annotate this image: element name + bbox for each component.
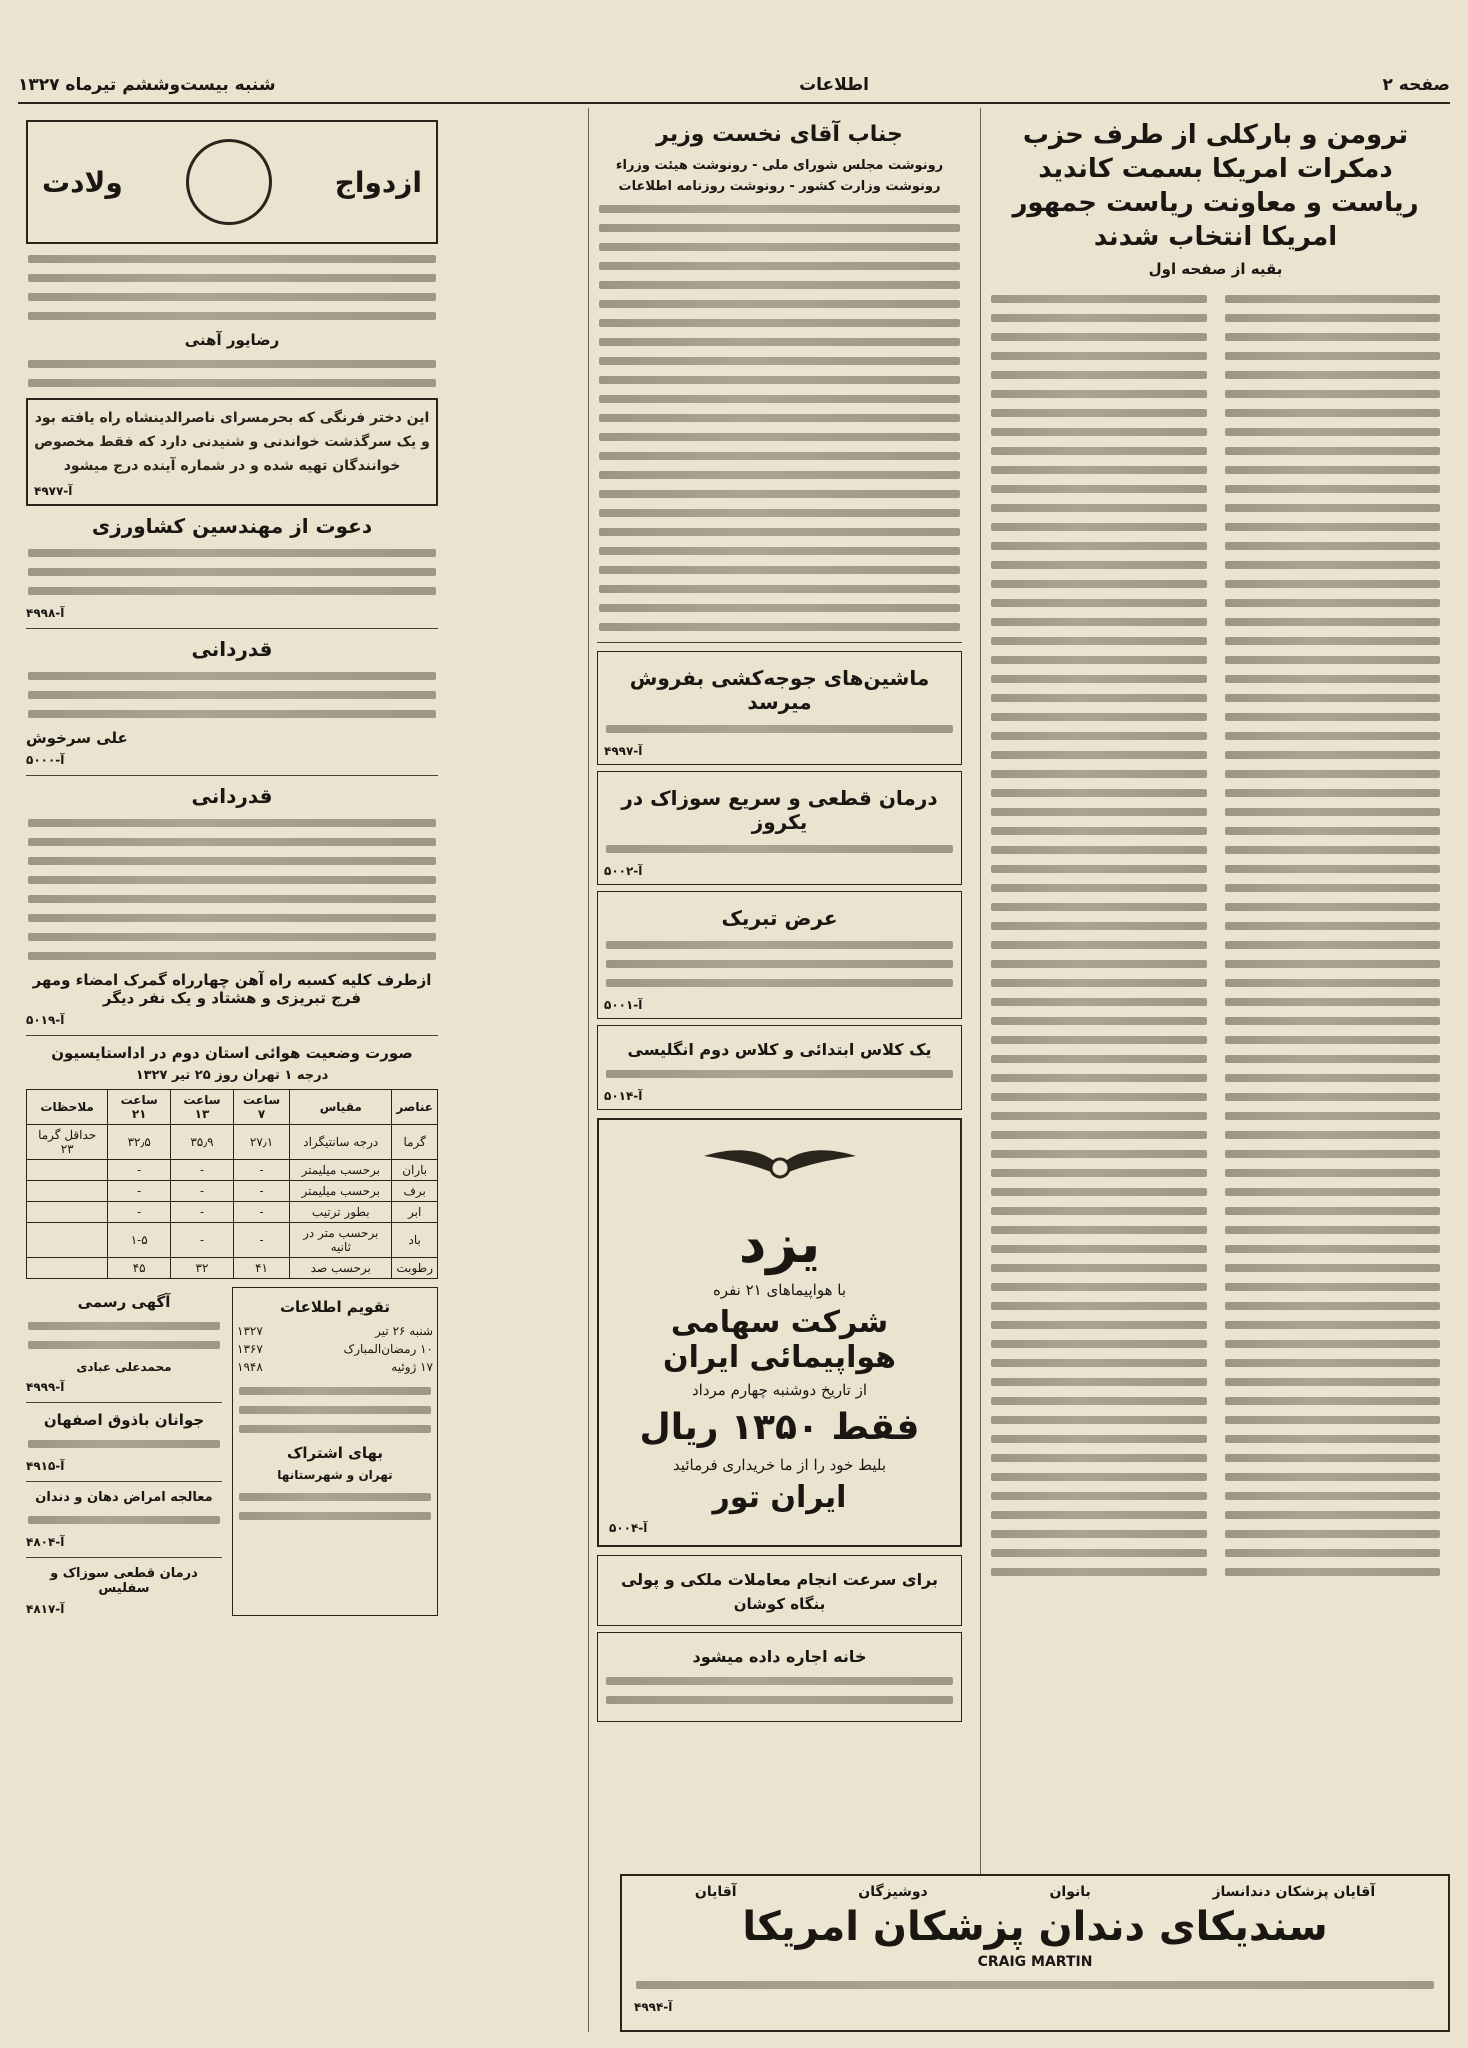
ad-congrats-title: عرض تبریک bbox=[721, 906, 838, 930]
weather-cell: ۳۲٫۵ bbox=[108, 1125, 171, 1160]
subscription-title: بهای اشتراک bbox=[287, 1444, 383, 1462]
weather-header-cell: عناصر bbox=[392, 1090, 438, 1125]
airline-purchase: بلیط خود را از ما خریداری فرمائید bbox=[672, 1456, 887, 1474]
weather-cell: رطوبت bbox=[392, 1258, 438, 1279]
thanks1-title: قدردانی bbox=[191, 637, 273, 661]
rank-left: آقایان bbox=[694, 1884, 737, 1900]
lead-article-column bbox=[980, 108, 1450, 2032]
weather-subtitle: درجه ۱ تهران روز ۲۵ تیر ۱۳۲۷ bbox=[135, 1068, 329, 1083]
ad-real-estate-agency: بنگاه کوشان bbox=[733, 1595, 826, 1613]
dental-code: آ-۴۹۹۴ bbox=[634, 2000, 673, 2014]
thanks2-signature: ازطرف کلیه کسبه راه آهن چهارراه گمرک امضاء ومهر فرج تبریزی و هشتاد و یک نفر دیگر bbox=[32, 971, 432, 1007]
lead-body-right bbox=[1223, 284, 1443, 1587]
wedding-birth-banner bbox=[26, 120, 438, 244]
ad-treatment bbox=[597, 771, 962, 885]
ad-classes-title: یک کلاس ابتدائی و کلاس دوم انگلیسی bbox=[627, 1040, 932, 1059]
weather-header-row bbox=[27, 1090, 438, 1125]
weather-table bbox=[26, 1089, 438, 1279]
list-item bbox=[237, 1322, 433, 1340]
weather-header-cell: ساعت ۱۳ bbox=[171, 1090, 234, 1125]
dental-care-code: آ-۴۸۰۴ bbox=[26, 1535, 65, 1549]
ad-real-estate-title: برای سرعت انجام معاملات ملکی و پولی bbox=[620, 1570, 939, 1589]
weather-cell bbox=[27, 1181, 108, 1202]
pm-letter-cc1: رونوشت مجلس شورای ملی - رونوشت هیئت وزراء bbox=[615, 158, 944, 173]
isfahan-ad-code: آ-۴۹۱۵ bbox=[26, 1459, 65, 1473]
weather-cell: ۲۷٫۱ bbox=[233, 1125, 289, 1160]
notice-title: رضایور آهنی bbox=[184, 331, 280, 349]
thanks1-signature: علی سرخوش bbox=[26, 729, 128, 747]
calendar-year: ۱۳۶۷ bbox=[237, 1342, 263, 1356]
weather-cell: بطور ترتیب bbox=[290, 1202, 392, 1223]
ad-congrats-code: آ-۵۰۰۱ bbox=[604, 998, 643, 1012]
ad-treatment-title: درمان قطعی و سریع سوزاک در یکروز bbox=[621, 786, 938, 834]
weather-cell: برحسب صد bbox=[290, 1258, 392, 1279]
weather-cell: باد bbox=[392, 1223, 438, 1258]
weather-cell: برحسب میلیمتر bbox=[290, 1181, 392, 1202]
table-row bbox=[27, 1258, 438, 1279]
calendar-box bbox=[232, 1287, 438, 1616]
middle-column bbox=[588, 108, 970, 2032]
masthead bbox=[18, 68, 1450, 104]
lead-body-left bbox=[989, 284, 1209, 1587]
weather-cell: - bbox=[108, 1202, 171, 1223]
paper-name: اطلاعات bbox=[799, 75, 869, 95]
table-row bbox=[27, 1125, 438, 1160]
rank-right: آقایان پزشکان دندانساز bbox=[1212, 1884, 1376, 1900]
weather-header-cell: ساعت ۲۱ bbox=[108, 1090, 171, 1125]
weather-cell: - bbox=[108, 1160, 171, 1181]
weather-cell bbox=[27, 1258, 108, 1279]
calendar-day: ۱۷ ژوئیه bbox=[391, 1360, 433, 1374]
weather-cell: باران bbox=[392, 1160, 438, 1181]
pm-letter-cc2: رونوشت وزارت کشور - رونوشت روزنامه اطلاعات bbox=[618, 179, 941, 194]
ad-house-rent bbox=[597, 1632, 962, 1722]
ad-treatment-code: آ-۵۰۰۲ bbox=[604, 864, 643, 878]
small-ads bbox=[26, 1287, 222, 1616]
weather-cell: ۴۱ bbox=[233, 1258, 289, 1279]
ad-invite-title: دعوت از مهندسین کشاورزی bbox=[91, 514, 373, 538]
wedding-label: ازدواج bbox=[334, 165, 422, 199]
weather-cell: - bbox=[171, 1160, 234, 1181]
rank-mid2: بانوان bbox=[1049, 1884, 1091, 1900]
serial-teaser-box bbox=[26, 398, 438, 506]
official-notice-title: آگهی رسمی bbox=[77, 1293, 171, 1311]
dentist-name: CRAIG MARTIN bbox=[977, 1954, 1093, 1970]
official-notice-sign: محمدعلی عبادی bbox=[76, 1360, 172, 1374]
page-number: صفحه ۲ bbox=[1382, 75, 1450, 95]
weather-cell: - bbox=[233, 1223, 289, 1258]
couple-medallion bbox=[186, 139, 272, 225]
weather-cell: ۳۵٫۹ bbox=[171, 1125, 234, 1160]
airline-fleet: با هواپیماهای ۲۱ نفره bbox=[712, 1281, 847, 1299]
weather-cell: - bbox=[233, 1202, 289, 1223]
ad-invite-code: آ-۴۹۹۸ bbox=[26, 606, 65, 620]
thanks2-title: قدردانی bbox=[191, 784, 273, 808]
list-item bbox=[237, 1358, 433, 1376]
calendar-title: تقویم اطلاعات bbox=[279, 1298, 391, 1316]
airline-city: یزد bbox=[738, 1212, 821, 1275]
thanks1-code: آ-۵۰۰۰ bbox=[26, 753, 65, 767]
lead-headline: ترومن و بارکلی از طرف حزب دمکرات امریکا بسمت کاندید ریاست و معاونت ریاست جمهور امریکا انتخاب شدند bbox=[1012, 120, 1419, 252]
official-notice-code: آ-۴۹۹۹ bbox=[26, 1380, 65, 1394]
ad-real-estate bbox=[597, 1555, 962, 1626]
airline-brand: ایران تور bbox=[712, 1480, 847, 1515]
weather-cell: برف bbox=[392, 1181, 438, 1202]
weather-cell: ۴۵ bbox=[108, 1258, 171, 1279]
weather-cell: برحسب میلیمتر bbox=[290, 1160, 392, 1181]
calendar-day: شنبه ۲۶ تیر bbox=[375, 1324, 433, 1338]
table-row bbox=[27, 1223, 438, 1258]
lead-article-body bbox=[989, 284, 1442, 1587]
pm-letter-headline: جناب آقای نخست وزیر bbox=[656, 122, 903, 147]
weather-cell: ۳۲ bbox=[171, 1258, 234, 1279]
cure-ad-code: آ-۴۸۱۷ bbox=[26, 1602, 65, 1616]
issue-date: شنبه بیست‌وششم تیرماه ۱۳۲۷ bbox=[18, 75, 276, 95]
weather-title: صورت وضعیت هوائی استان دوم در اداستایسیون bbox=[51, 1044, 413, 1062]
table-row bbox=[27, 1202, 438, 1223]
dental-care-title: معالجه امراض دهان و دندان bbox=[35, 1490, 213, 1505]
weather-header-cell: ملاحظات bbox=[27, 1090, 108, 1125]
rank-mid1: دوشیزگان bbox=[858, 1884, 928, 1900]
left-column bbox=[18, 108, 446, 2032]
list-item bbox=[237, 1340, 433, 1358]
weather-cell bbox=[27, 1202, 108, 1223]
airline-schedule: از تاریخ دوشنبه چهارم مرداد bbox=[691, 1381, 868, 1399]
weather-cell: ابر bbox=[392, 1202, 438, 1223]
ad-classes-code: آ-۵۰۱۴ bbox=[604, 1089, 643, 1103]
weather-cell: گرما bbox=[392, 1125, 438, 1160]
table-row bbox=[27, 1181, 438, 1202]
calendar-day: ۱۰ رمضان‌المبارک bbox=[343, 1342, 433, 1356]
weather-cell: - bbox=[171, 1181, 234, 1202]
table-row bbox=[27, 1160, 438, 1181]
weather-header-cell: مقیاس bbox=[290, 1090, 392, 1125]
weather-cell: حداقل گرما ۲۳ bbox=[27, 1125, 108, 1160]
serial-teaser-code: آ-۴۹۷۷ bbox=[34, 484, 73, 498]
ad-classes bbox=[597, 1025, 962, 1110]
airline-code: آ-۵۰۰۴ bbox=[609, 1521, 648, 1535]
weather-cell: - bbox=[233, 1160, 289, 1181]
cure-ad-title: درمان قطعی سوزاک و سفلیس bbox=[50, 1566, 198, 1596]
airline-company: شرکت سهامی هواپیمائی ایران bbox=[663, 1305, 896, 1375]
weather-header-cell: ساعت ۷ bbox=[233, 1090, 289, 1125]
weather-cell: - bbox=[171, 1223, 234, 1258]
ad-incubators-title: ماشین‌های جوجه‌کشی بفروش میرسد bbox=[629, 666, 930, 714]
bottom-left-blocks bbox=[26, 1287, 438, 1616]
airline-ad bbox=[597, 1118, 962, 1547]
isfahan-ad-title: جوانان باذوق اصفهان bbox=[43, 1411, 205, 1429]
dental-title: سندیکای دندان پزشکان امریکا bbox=[742, 1904, 1328, 1950]
thanks2-code: آ-۵۰۱۹ bbox=[26, 1013, 65, 1027]
serial-teaser-text: این دختر فرنگی که بحرمسرای ناصرالدینشاه راه یافته بود و یک سرگذشت خواندنی و شنیدنی دارد که فقط مخصوص خوانندگان تهیه شده و در شماره آینده درج میشود bbox=[34, 410, 430, 474]
continued-from-page-one: بقیه از صفحه اول bbox=[1148, 260, 1283, 278]
subscription-subtitle: تهران و شهرستانها bbox=[277, 1468, 393, 1482]
weather-cell: ۱-۵ bbox=[108, 1223, 171, 1258]
ad-incubators bbox=[597, 651, 962, 765]
airline-price: فقط ۱۳۵۰ ریال bbox=[639, 1407, 920, 1448]
ad-house-rent-title: خانه اجاره داده میشود bbox=[692, 1647, 867, 1666]
calendar-year: ۱۳۲۷ bbox=[237, 1324, 263, 1338]
calendar-year: ۱۹۴۸ bbox=[237, 1360, 263, 1374]
weather-cell bbox=[27, 1223, 108, 1258]
dental-syndicate-ad bbox=[620, 1874, 1450, 2032]
weather-cell: - bbox=[108, 1181, 171, 1202]
birth-label: ولادت bbox=[42, 165, 123, 199]
weather-cell: درجه سانتیگراد bbox=[290, 1125, 392, 1160]
weather-cell: - bbox=[233, 1181, 289, 1202]
weather-cell: - bbox=[171, 1202, 234, 1223]
weather-cell bbox=[27, 1160, 108, 1181]
weather-cell: برحسب متر در ثانیه bbox=[290, 1223, 392, 1258]
airline-wings-logo bbox=[700, 1136, 860, 1196]
ad-incubators-code: آ-۴۹۹۷ bbox=[604, 744, 643, 758]
dental-ranks bbox=[634, 1884, 1436, 1900]
ad-congrats bbox=[597, 891, 962, 1019]
